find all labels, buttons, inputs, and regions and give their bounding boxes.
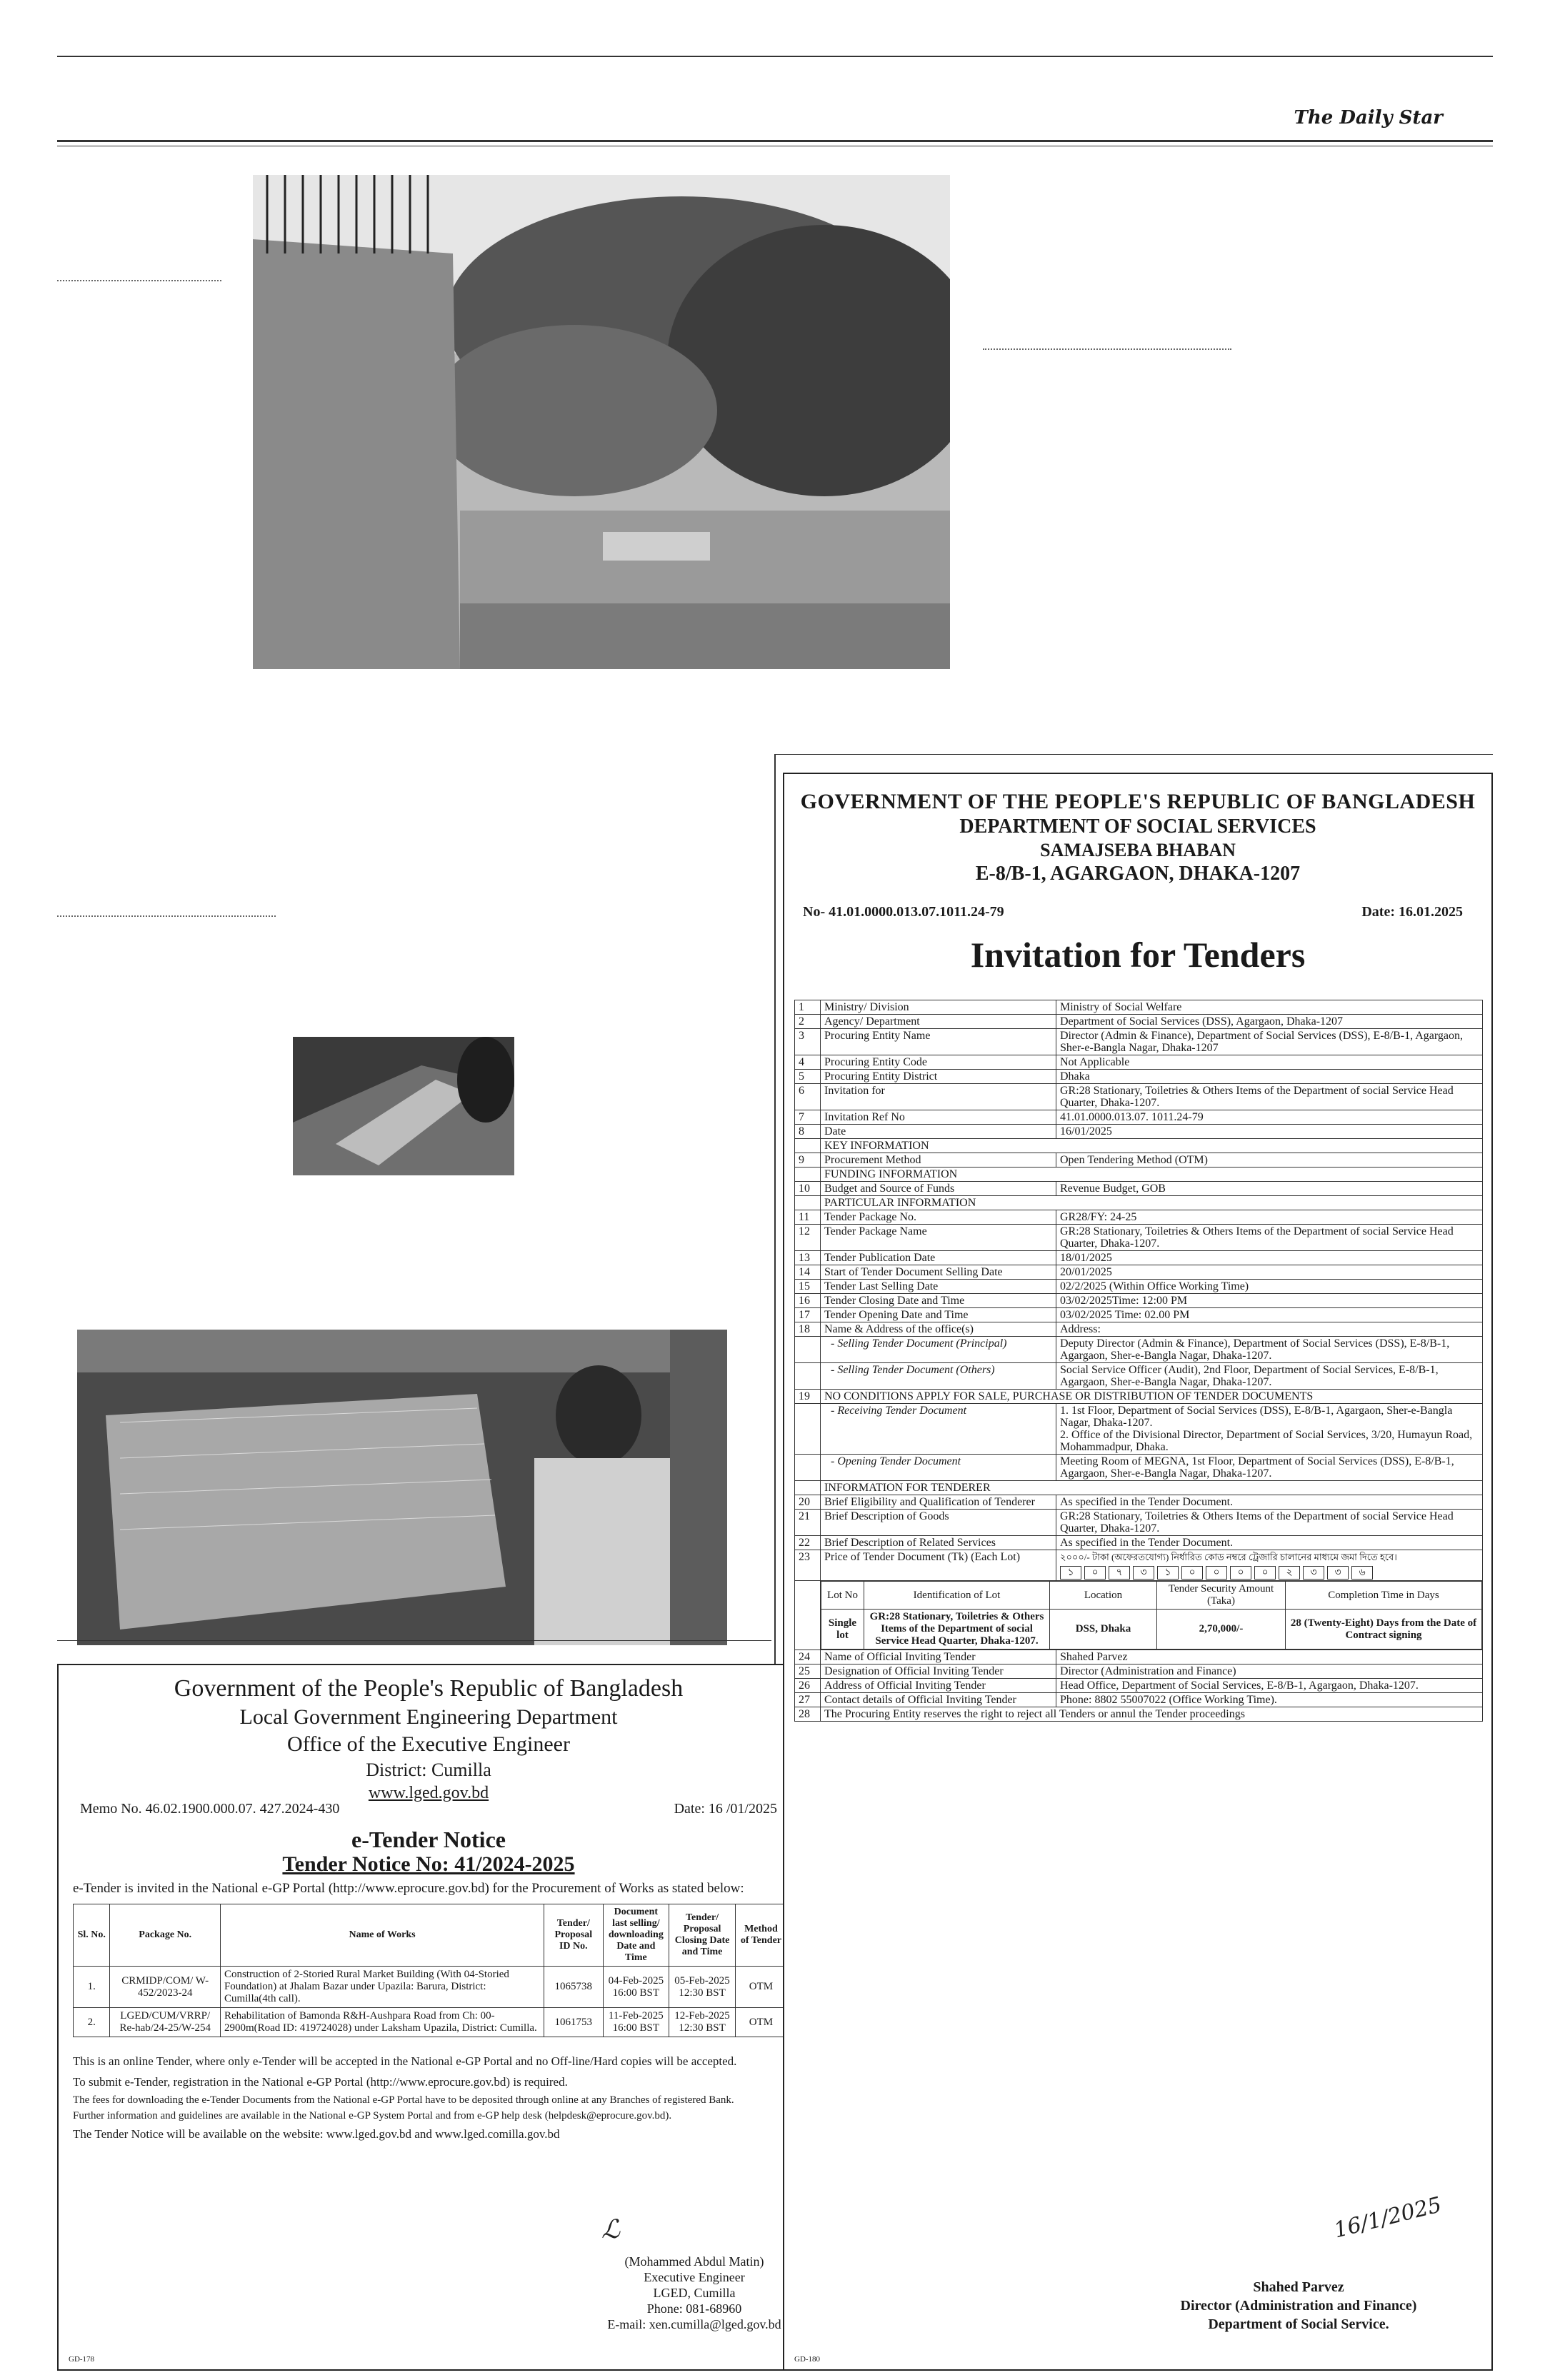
row-value: Shahed Parvez [1056, 1650, 1483, 1665]
lged-tender-ad [57, 1664, 800, 2371]
row-value: Open Tendering Method (OTM) [1056, 1153, 1483, 1168]
sig-org: LGED, Cumilla [653, 2286, 736, 2300]
address-line: 1. 1st Floor, Department of Social Services (DSS), E-8/B-1, Agargaon, Sher-e-Bangla Nagar, Dhaka-1207. [1060, 1405, 1453, 1429]
row-value: Ministry of Social Welfare [1056, 1000, 1483, 1015]
row-label: Procuring Entity Name [821, 1029, 1056, 1055]
section-row [795, 1168, 1483, 1182]
col-header: Document last selling/ downloading Date and Time [603, 1904, 669, 1967]
row-no: 15 [795, 1280, 821, 1294]
row-no: 20 [795, 1495, 821, 1510]
cell: 28 (Twenty-Eight) Days from the Date of Contract signing [1286, 1610, 1482, 1650]
row-label: Contact details of Official Inviting Tender [821, 1693, 1056, 1707]
code-digit: ৬ [1351, 1566, 1373, 1580]
lged-title: e-Tender Notice [351, 1827, 506, 1852]
code-digit: ৩ [1133, 1566, 1154, 1580]
weaver-loom-photo [77, 1330, 727, 1645]
table-row [795, 1029, 1483, 1055]
lged-memo: Memo No. 46.02.1900.000.07. 427.2024-430 [80, 1801, 340, 1817]
col-header: Lot No [821, 1582, 864, 1610]
masthead-logo: The Daily Star [1294, 107, 1443, 129]
lot-table [821, 1581, 1482, 1650]
row-no: 26 [795, 1679, 821, 1693]
top-rule [57, 56, 1493, 57]
sig-name: (Mohammed Abdul Matin) [624, 2254, 764, 2269]
dss-addr: E-8/B-1, AGARGAON, DHAKA-1207 [975, 863, 1301, 885]
dss-tender-ad [783, 773, 1493, 2371]
sig-org: Department of Social Service. [1208, 2316, 1389, 2332]
lged-office: Office of the Executive Engineer [287, 1732, 570, 1756]
table-row [795, 1153, 1483, 1168]
col-header: Completion Time in Days [1286, 1582, 1482, 1610]
code-digit: ১ [1060, 1566, 1081, 1580]
row-label: Agency/ Department [821, 1015, 1056, 1029]
row-no: 3 [795, 1029, 821, 1055]
table-row [795, 1294, 1483, 1308]
loom-small-photo [293, 1037, 514, 1175]
table-row [795, 1110, 1483, 1125]
section-row [795, 1196, 1483, 1210]
table-row [795, 1125, 1483, 1139]
code-digit: ০ [1254, 1566, 1276, 1580]
lot-header [821, 1582, 1482, 1610]
row-no: 21 [795, 1510, 821, 1536]
row-no: 1 [795, 1000, 821, 1015]
note: Further information and guidelines are available in the National e-GP System Portal and from e-GP help desk (helpdesk@eprocure.gov.bd). [73, 2110, 672, 2122]
cell: 04-Feb-2025 16:00 BST [603, 1967, 669, 2008]
section-label: The Procuring Entity reserves the right to reject all Tenders or annul the Tender proceedings [821, 1707, 1483, 1722]
row-label: Tender Opening Date and Time [821, 1308, 1056, 1322]
row-no: 16 [795, 1294, 821, 1308]
cell: LGED/CUM/VRRP/ Re-hab/24-25/W-254 [110, 2008, 220, 2037]
row-no: 10 [795, 1182, 821, 1196]
lged-dept: Local Government Engineering Department [239, 1705, 618, 1729]
row-value: GR:28 Stationary, Toiletries & Others Items of the Department of social Service Head Quarter, Dhaka-1207. [1056, 1510, 1483, 1536]
row-label: Invitation Ref No [821, 1110, 1056, 1125]
lged-web[interactable]: www.lged.gov.bd [368, 1784, 489, 1802]
cell: 1065738 [544, 1967, 603, 2008]
row-no: 9 [795, 1153, 821, 1168]
table-row [795, 1308, 1483, 1322]
row-label: Price of Tender Document (Tk) (Each Lot) [821, 1550, 1056, 1581]
cell: 2. [74, 2008, 110, 2037]
lged-signature: ℒ [601, 2215, 620, 2244]
row-no: 8 [795, 1125, 821, 1139]
row-value: Department of Social Services (DSS), Agargaon, Dhaka-1207 [1056, 1015, 1483, 1029]
dotted-separator [57, 915, 276, 917]
sig-name: Shahed Parvez [1253, 2279, 1344, 2295]
row-label: Invitation for [821, 1084, 1056, 1110]
row-label: Brief Eligibility and Qualification of Tenderer [821, 1495, 1056, 1510]
table-row [795, 1265, 1483, 1280]
row-no: 5 [795, 1070, 821, 1084]
code-digit: ৭ [1109, 1566, 1130, 1580]
row-label: Tender Package No. [821, 1210, 1056, 1225]
row-label: - Selling Tender Document (Others) [821, 1363, 1056, 1390]
row-no: 12 [795, 1225, 821, 1251]
section-label: NO CONDITIONS APPLY FOR SALE, PURCHASE OR DISTRIBUTION OF TENDER DOCUMENTS [821, 1390, 1483, 1404]
price-note: ২০০০/- টাকা (অফেরতযোগ্য) নির্ধারিত কোড নম্বরে ট্রেজারি চালানের মাধ্যমে জমা দিতে হবে। [1060, 1552, 1397, 1562]
row-no: 25 [795, 1665, 821, 1679]
row-label: Date [821, 1125, 1056, 1139]
cell: Rehabilitation of Bamonda R&H-Aushpara Road from Ch: 00-2900m(Road ID: 419724028) under Laksham Upazila, District: Cumilla. [220, 2008, 544, 2037]
row-no: 18 [795, 1322, 821, 1337]
code-digit: ৩ [1327, 1566, 1349, 1580]
code-digit: ০ [1230, 1566, 1251, 1580]
lged-table [73, 1904, 787, 2037]
row-label: Tender Publication Date [821, 1251, 1056, 1265]
row-value: Dhaka [1056, 1070, 1483, 1084]
col-header: Package No. [110, 1904, 220, 1967]
row-value: As specified in the Tender Document. [1056, 1536, 1483, 1550]
table-row [795, 1280, 1483, 1294]
sig-title: Executive Engineer [644, 2270, 745, 2284]
row-value: Deputy Director (Admin & Finance), Department of Social Services (DSS), E-8/B-1, Agargaon, Sher-e-Bangla Nagar, Dhaka-1207. [1056, 1337, 1483, 1363]
row-label: Tender Package Name [821, 1225, 1056, 1251]
row-no: 13 [795, 1251, 821, 1265]
row-value: 16/01/2025 [1056, 1125, 1483, 1139]
dss-signature-date: 16/1/2025 [1331, 2192, 1444, 2244]
sig-phone: Phone: 081-68960 [646, 2301, 742, 2316]
dss-signature-block [1149, 2192, 1449, 2334]
row-value: GR:28 Stationary, Toiletries & Others Items of the Department of social Service Head Quarter, Dhaka-1207. [1056, 1225, 1483, 1251]
row-value: 18/01/2025 [1056, 1251, 1483, 1265]
note: To submit e-Tender, registration in the National e-GP Portal (http://www.eprocure.gov.bd) is required. [73, 2075, 568, 2089]
col-header: Tender/ Proposal Closing Date and Time [669, 1904, 736, 1967]
section-label: FUNDING INFORMATION [821, 1168, 1483, 1182]
table-row [795, 1210, 1483, 1225]
lged-notice-no: Tender Notice No: 41/2024-2025 [282, 1852, 575, 1876]
lged-signature-block [601, 2215, 787, 2332]
table-row [795, 1322, 1483, 1337]
dss-table [794, 1000, 1483, 1722]
table-row [795, 1055, 1483, 1070]
section-row: 19 NO CONDITIONS APPLY FOR SALE, PURCHASE OR DISTRIBUTION OF TENDER DOCUMENTS [795, 1390, 1483, 1404]
table-row [795, 1665, 1483, 1679]
section-label: INFORMATION FOR TENDERER [821, 1481, 1483, 1495]
cell: GR:28 Stationary, Toiletries & Others Items of the Department of social Service Head Quarter, Dhaka-1207. [864, 1610, 1050, 1650]
row-label: Address of Official Inviting Tender [821, 1679, 1056, 1693]
row-value: 03/02/2025 Time: 02.00 PM [1056, 1308, 1483, 1322]
note: This is an online Tender, where only e-Tender will be accepted in the National e-GP Portal and no Off-line/Hard copies will be accepted. [73, 2054, 737, 2068]
lot-row [795, 1581, 1483, 1650]
table-row [795, 1650, 1483, 1665]
row-value [1056, 1404, 1483, 1455]
row-label: Tender Last Selling Date [821, 1280, 1056, 1294]
table-row [795, 1015, 1483, 1029]
row-label: Budget and Source of Funds [821, 1182, 1056, 1196]
lged-gov: Government of the People's Republic of Bangladesh [174, 1675, 684, 1702]
table-row [795, 1000, 1483, 1015]
cell: 12-Feb-2025 12:30 BST [669, 2008, 736, 2037]
sig-email: E-mail: xen.cumilla@lged.gov.bd [607, 2317, 781, 2331]
cell: OTM [735, 1967, 786, 2008]
table-row [795, 1337, 1483, 1363]
lot-data [821, 1610, 1482, 1650]
row-value: Director (Administration and Finance) [1056, 1665, 1483, 1679]
row-value: GR28/FY: 24-25 [1056, 1210, 1483, 1225]
row-label: Start of Tender Document Selling Date [821, 1265, 1056, 1280]
table-row [795, 1679, 1483, 1693]
row-value: As specified in the Tender Document. [1056, 1495, 1483, 1510]
row-value: 03/02/2025Time: 12:00 PM [1056, 1294, 1483, 1308]
column-rule [57, 1640, 771, 1641]
cell: 11-Feb-2025 16:00 BST [603, 2008, 669, 2037]
code-digit: ০ [1206, 1566, 1227, 1580]
table-row [795, 1084, 1483, 1110]
lged-table-header [74, 1904, 787, 1967]
table-row [795, 1070, 1483, 1084]
row-label: Brief Description of Related Services [821, 1536, 1056, 1550]
address-line: 2. Office of the Divisional Director, Department of Social Services, 3/20, Humayun Road, Mohammadpur, Dhaka. [1060, 1429, 1473, 1453]
table-row [795, 1495, 1483, 1510]
row-label: Procuring Entity Code [821, 1055, 1056, 1070]
row-label: Designation of Official Inviting Tender [821, 1665, 1056, 1679]
row-value: Not Applicable [1056, 1055, 1483, 1070]
table-row [795, 1404, 1483, 1455]
row-label: Procuring Entity District [821, 1070, 1056, 1084]
row-value: Meeting Room of MEGNA, 1st Floor, Department of Social Services (DSS), E-8/B-1, Agargaon, Sher-e-Bangla Nagar, Dhaka-1207. [1056, 1455, 1483, 1481]
row-value: Address: [1056, 1322, 1483, 1337]
river-construction-photo [253, 175, 950, 669]
col-header: Tender/ Proposal ID No. [544, 1904, 603, 1967]
table-row: 23 Price of Tender Document (Tk) (Each Lot) ২০০০/- টাকা (অফেরতযোগ্য) নির্ধারিত কোড নম্বরে ট্রেজারি চালানের মাধ্যমে জমা দিতে হবে। ১ ০ ৭ ৩ ১ ০ ০ ০ ০ ২ ৩ ৩ ৬ [795, 1550, 1483, 1581]
ad-code: GD-178 [69, 2355, 95, 2364]
dss-header [784, 790, 1491, 885]
dss-ref-no: No- 41.01.0000.013.07.1011.24-79 [803, 904, 1004, 920]
col-header: Identification of Lot [864, 1582, 1050, 1610]
code-digit: ০ [1181, 1566, 1203, 1580]
cell: DSS, Dhaka [1050, 1610, 1157, 1650]
cell: Construction of 2-Storied Rural Market Building (With 04-Storied Foundation) at Jhalam Bazar under Upazila: Barura, District: Cumilla(4th call). [220, 1967, 544, 2008]
row-label: Name of Official Inviting Tender [821, 1650, 1056, 1665]
code-digit: ১ [1157, 1566, 1179, 1580]
row-label: Procurement Method [821, 1153, 1056, 1168]
row-no: 27 [795, 1693, 821, 1707]
dotted-separator [983, 348, 1231, 350]
row-value: Phone: 8802 55007022 (Office Working Time). [1056, 1693, 1483, 1707]
row-label: Tender Closing Date and Time [821, 1294, 1056, 1308]
col-header: Sl. No. [74, 1904, 110, 1967]
code-digit: ০ [1084, 1566, 1106, 1580]
lged-invite: e-Tender is invited in the National e-GP Portal (http://www.eprocure.gov.bd) for the Procurement of Works as stated below: [73, 1881, 744, 1896]
dotted-separator [57, 280, 221, 281]
sig-title: Director (Administration and Finance) [1180, 2298, 1417, 2314]
row-value: Social Service Officer (Audit), 2nd Floor, Department of Social Services, E-8/B-1, Agargaon, Sher-e-Bangla Nagar, Dhaka-1207. [1056, 1363, 1483, 1390]
row-no: 14 [795, 1265, 821, 1280]
lged-notes [73, 2051, 784, 2144]
row-label: - Selling Tender Document (Principal) [821, 1337, 1056, 1363]
row-label: - Receiving Tender Document [821, 1404, 1056, 1455]
row-value: Head Office, Department of Social Services, E-8/B-1, Agargaon, Dhaka-1207. [1056, 1679, 1483, 1693]
note: The Tender Notice will be available on the website: www.lged.gov.bd and www.lged.comilla.gov.bd [73, 2127, 560, 2141]
table-row [74, 2008, 787, 2037]
section-label: PARTICULAR INFORMATION [821, 1196, 1483, 1210]
row-label: - Opening Tender Document [821, 1455, 1056, 1481]
table-row [795, 1455, 1483, 1481]
row-value: Revenue Budget, GOB [1056, 1182, 1483, 1196]
code-digit: ২ [1279, 1566, 1300, 1580]
row-no: 7 [795, 1110, 821, 1125]
row-label: Ministry/ Division [821, 1000, 1056, 1015]
section-row: 28 The Procuring Entity reserves the right to reject all Tenders or annul the Tender proceedings [795, 1707, 1483, 1722]
dss-dept: DEPARTMENT OF SOCIAL SERVICES [959, 815, 1316, 838]
masthead-rule [57, 140, 1493, 142]
cell: OTM [735, 2008, 786, 2037]
row-value: 20/01/2025 [1056, 1265, 1483, 1280]
cell: Single lot [821, 1610, 864, 1650]
lged-district: District: Cumilla [366, 1759, 491, 1780]
col-header: Tender Security Amount (Taka) [1157, 1582, 1286, 1610]
table-row [795, 1536, 1483, 1550]
lged-date: Date: 16 /01/2025 [674, 1801, 777, 1817]
col-header: Method of Tender [735, 1904, 786, 1967]
note: The fees for downloading the e-Tender Documents from the National e-GP Portal have to be deposited through online at any Branches of registered Bank. [73, 2094, 734, 2106]
row-value [1056, 1550, 1483, 1581]
table-row [795, 1363, 1483, 1390]
code-digit: ৩ [1303, 1566, 1324, 1580]
table-row [795, 1693, 1483, 1707]
row-no: 4 [795, 1055, 821, 1070]
dss-date: Date: 16.01.2025 [1361, 904, 1463, 920]
table-row [795, 1251, 1483, 1265]
table-row [74, 1967, 787, 2008]
row-label: Brief Description of Goods [821, 1510, 1056, 1536]
section-label: KEY INFORMATION [821, 1139, 1483, 1153]
lged-header [59, 1675, 799, 1803]
section-row [795, 1139, 1483, 1153]
cell: 1. [74, 1967, 110, 2008]
row-no: 22 [795, 1536, 821, 1550]
column-rule [774, 754, 1493, 755]
table-row [795, 1182, 1483, 1196]
row-label: Name & Address of the office(s) [821, 1322, 1056, 1337]
row-value: GR:28 Stationary, Toiletries & Others Items of the Department of social Service Head Quarter, Dhaka-1207. [1056, 1084, 1483, 1110]
row-value: Director (Admin & Finance), Department of Social Services (DSS), E-8/B-1, Agargaon, Sher-e-Bangla Nagar, Dhaka-1207 [1056, 1029, 1483, 1055]
col-header: Location [1050, 1582, 1157, 1610]
row-no: 24 [795, 1650, 821, 1665]
ad-code: GD-180 [794, 2355, 821, 2364]
section-row [795, 1481, 1483, 1495]
table-row [795, 1510, 1483, 1536]
row-no: 11 [795, 1210, 821, 1225]
row-no: 6 [795, 1084, 821, 1110]
cell: 05-Feb-2025 12:30 BST [669, 1967, 736, 2008]
col-header: Name of Works [220, 1904, 544, 1967]
row-no: 17 [795, 1308, 821, 1322]
cell: CRMIDP/COM/ W-452/2023-24 [110, 1967, 220, 2008]
row-value: 02/2/2025 (Within Office Working Time) [1056, 1280, 1483, 1294]
dss-bhaban: SAMAJSEBA BHABAN [1040, 840, 1236, 860]
cell: 1061753 [544, 2008, 603, 2037]
dss-gov: GOVERNMENT OF THE PEOPLE'S REPUBLIC OF BANGLADESH [800, 790, 1476, 813]
dss-title: Invitation for Tenders [970, 935, 1306, 975]
treasury-code [1060, 1566, 1479, 1580]
row-no: 2 [795, 1015, 821, 1029]
cell: 2,70,000/- [1157, 1610, 1286, 1650]
table-row [795, 1225, 1483, 1251]
row-value: 41.01.0000.013.07. 1011.24-79 [1056, 1110, 1483, 1125]
